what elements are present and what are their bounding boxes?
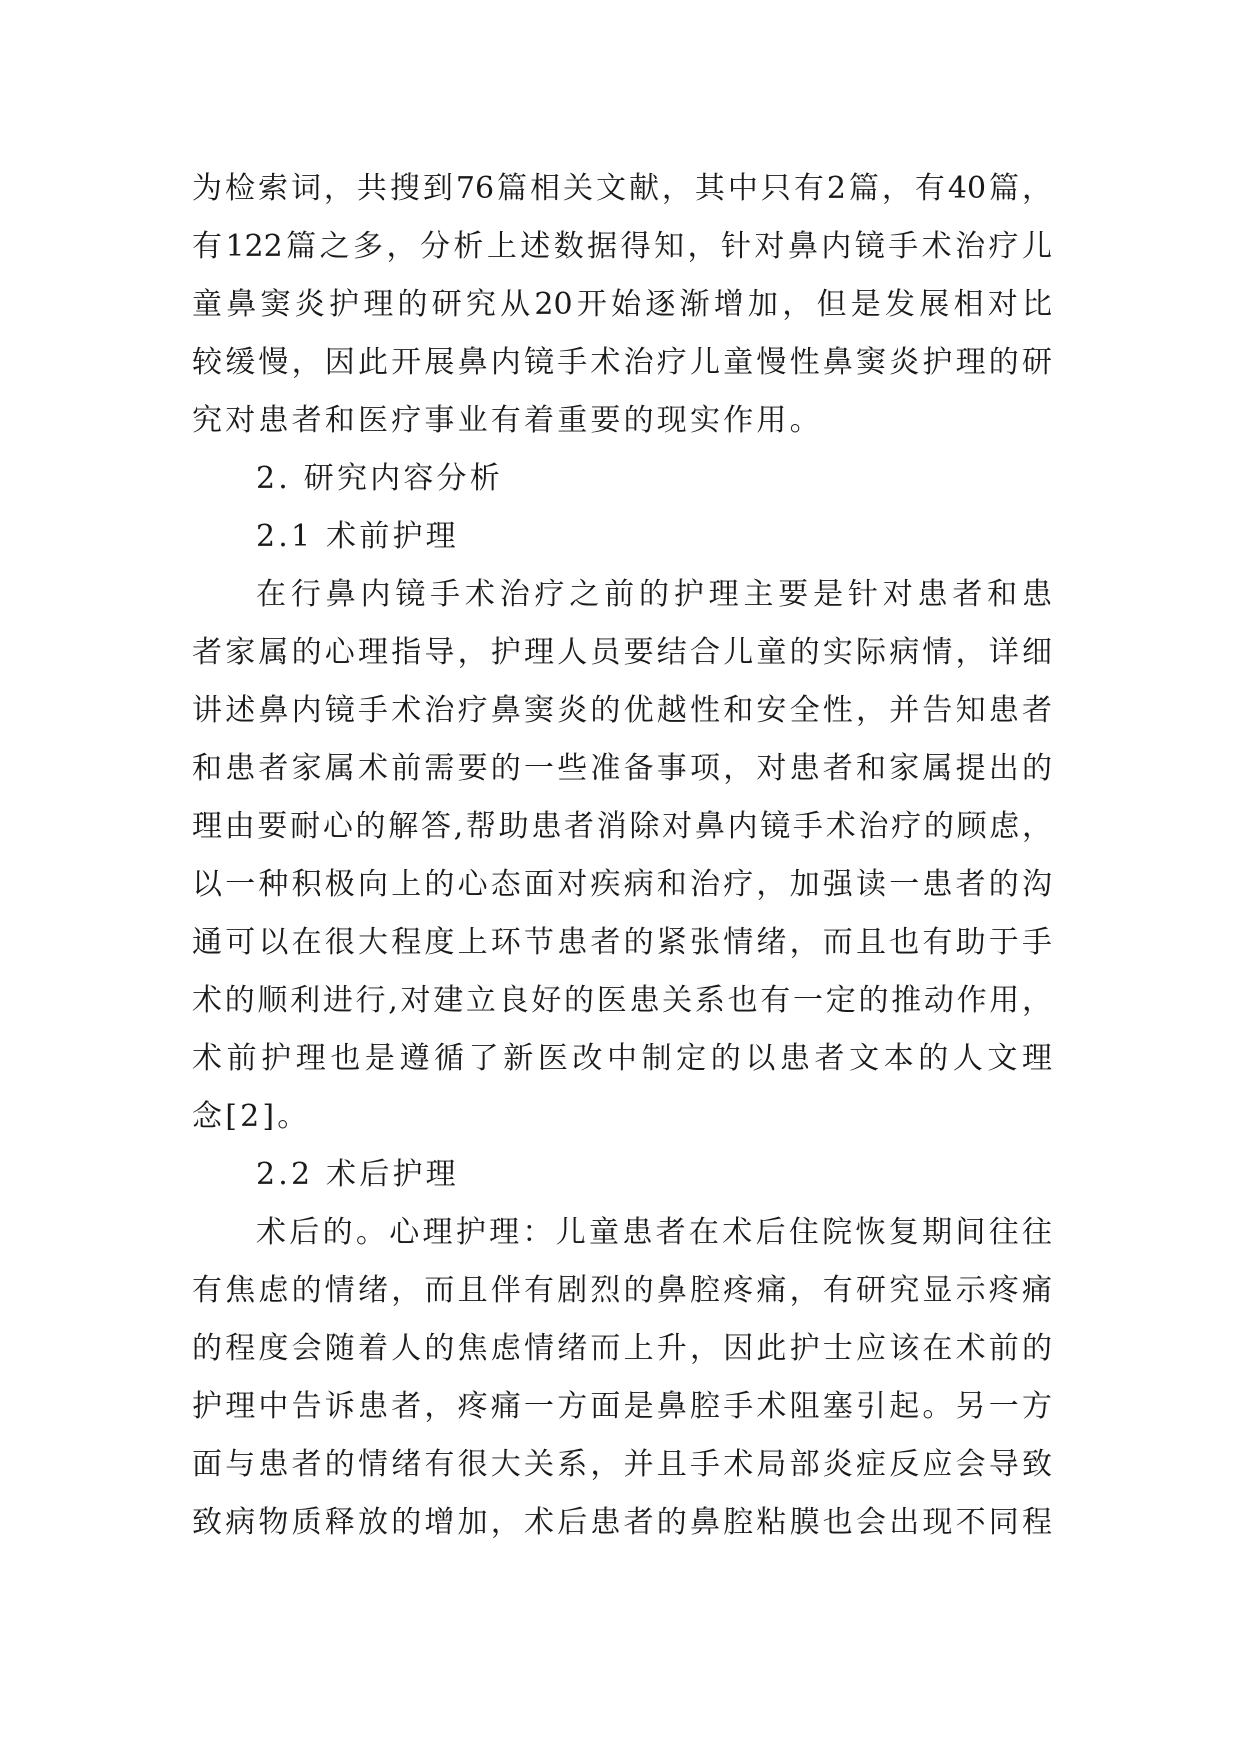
text-line: 的程度会随着人的焦虑情绪而上升，因此护士应该在术前的: [192, 1331, 1052, 1366]
body-text: [192, 160, 1052, 1552]
text-line: 者家属的心理指导，护理人员要结合儿童的实际病情，详细: [192, 635, 1052, 670]
text-line: 面与患者的情绪有很大关系，并且手术局部炎症反应会导致: [192, 1447, 1052, 1482]
text-line: 和患者家属术前需要的一些准备事项，对患者和家属提出的: [192, 751, 1052, 786]
text-line: 有122篇之多，分析上述数据得知，针对鼻内镜手术治疗儿: [192, 229, 1052, 264]
text-line: 童鼻窦炎护理的研究从20开始逐渐增加，但是发展相对比: [192, 287, 1052, 322]
text-line: 有焦虑的情绪，而且伴有剧烈的鼻腔疼痛，有研究显示疼痛: [192, 1273, 1052, 1308]
text-line: 较缓慢，因此开展鼻内镜手术治疗儿童慢性鼻窦炎护理的研: [192, 345, 1052, 380]
text-line: 2.1 术前护理: [256, 519, 459, 554]
text-line: 术后的。心理护理：儿童患者在术后住院恢复期间往往: [256, 1215, 1052, 1250]
text-line: 通可以在很大程度上环节患者的紧张情绪，而且也有助于手: [192, 925, 1052, 960]
text-line: 术的顺利进行,对建立良好的医患关系也有一定的推动作用，: [192, 983, 1052, 1018]
text-line: 理由要耐心的解答,帮助患者消除对鼻内镜手术治疗的顾虑，: [192, 809, 1052, 844]
text-line: 2.2 术后护理: [256, 1157, 459, 1192]
text-line: 致病物质释放的增加，术后患者的鼻腔粘膜也会出现不同程: [192, 1505, 1052, 1540]
text-line: 讲述鼻内镜手术治疗鼻窦炎的优越性和安全性，并告知患者: [192, 693, 1052, 728]
text-line: 究对患者和医疗事业有着重要的现实作用。: [192, 403, 823, 438]
text-line: 以一种积极向上的心态面对疾病和治疗，加强读一患者的沟: [192, 867, 1052, 902]
text-line: 护理中告诉患者，疼痛一方面是鼻腔手术阻塞引起。另一方: [192, 1389, 1052, 1424]
text-line: 念[2]。: [192, 1099, 311, 1134]
text-line: 在行鼻内镜手术治疗之前的护理主要是针对患者和患: [256, 577, 1052, 612]
text-line: 2. 研究内容分析: [256, 461, 503, 496]
text-line: 术前护理也是遵循了新医改中制定的以患者文本的人文理: [192, 1041, 1052, 1076]
text-line: 为检索词，共搜到76篇相关文献，其中只有2篇，有40篇，: [192, 171, 1052, 206]
